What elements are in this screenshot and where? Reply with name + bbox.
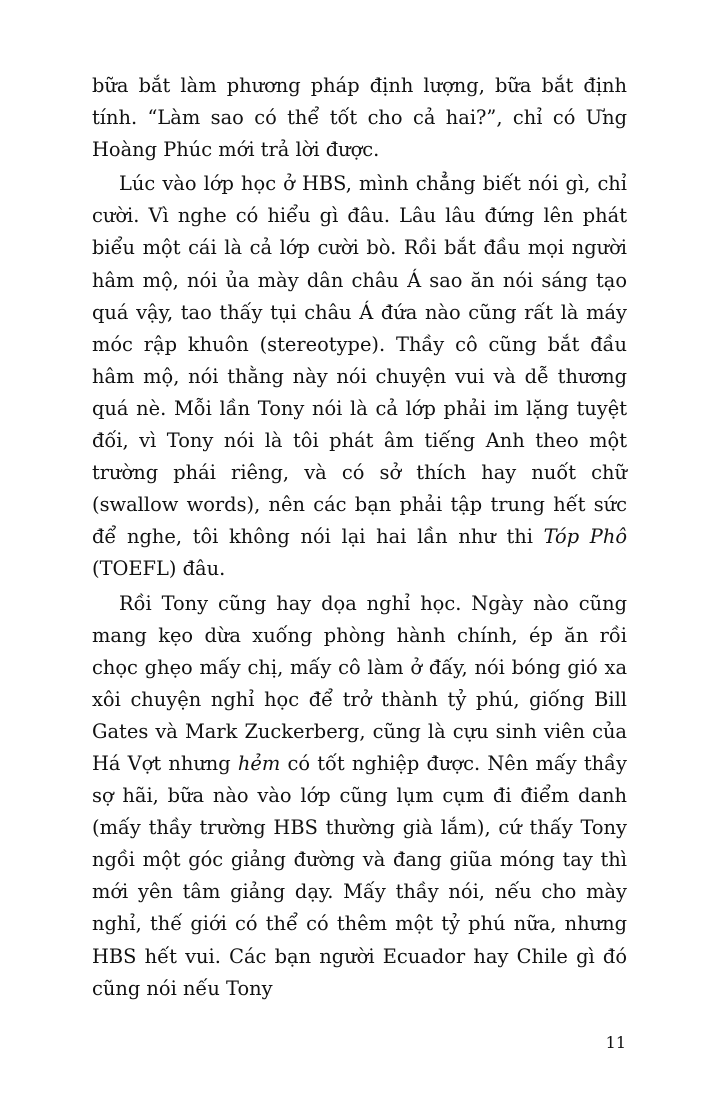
page-number: 11 [605,1033,626,1052]
paragraph-2-text-b: (TOEFL) đâu. [92,557,226,581]
paragraph-2 [92,168,627,585]
paragraph-1 [92,70,627,166]
paragraph-1-text: bữa bắt làm phương pháp định lượng, bữa bắt định tính. “Làm sao có thể tốt cho cả hai?”, chỉ có Ưng Hoàng Phúc mới trả lời được. [92,74,627,162]
body-text [92,70,627,1007]
paragraph-2-text-a: Lúc vào lớp học ở HBS, mình chẳng biết nói gì, chỉ cười. Vì nghe có hiểu gì đâu. Lâu lâu đứng lên phát biểu một cái là cả lớp cười bò. Rồi bắt đầu mọi người hâm mộ, nói ủa mày dân châu Á sao ăn nói sáng tạo quá vậy, tao thấy tụi châu Á đứa nào cũng rất là máy móc rập khuôn (stereotype). Thầy cô cũng bắt đầu hâm mộ, nói thằng này nói chuyện vui và dễ thương quá nè. Mỗi lần Tony nói là cả lớp phải im lặng tuyệt đối, vì Tony nói là tôi phát âm tiếng Anh theo một trường phái riêng, và có sở thích hay nuốt chữ (swallow words), nên các bạn phải tập trung hết sức để nghe, tôi không nói lại hai lần như thi [92,172,627,549]
paragraph-3-italic-hem: hẻm [237,751,281,775]
paragraph-3-text-b: có tốt nghiệp được. Nên mấy thầy sợ hãi, bữa nào vào lớp cũng lụm cụm đi điểm danh (mấy thầy trường HBS thường già lắm), cứ thấy Tony ngồi một góc giảng đường và đang giũa móng tay thì mới yên tâm giảng dạy. Mấy thầy nói, nếu cho mày nghỉ, thế giới có thể có thêm một tỷ phú nữa, nhưng HBS hết vui. Các bạn người Ecuador hay Chile gì đó cũng nói nếu Tony [92,751,627,1000]
paragraph-2-italic-toefl: Tóp Phô [543,525,627,549]
paragraph-3-text-a: Rồi Tony cũng hay dọa nghỉ học. Ngày nào cũng mang kẹo dừa xuống phòng hành chính, ép ăn rồi chọc ghẹo mấy chị, mấy cô làm ở đấy, nói bóng gió xa xôi chuyện nghỉ học để trở thành tỷ phú, giống Bill Gates và Mark Zuckerberg, cũng là cựu sinh viên của Há Vợt nhưng [92,591,627,775]
paragraph-3 [92,588,627,1005]
